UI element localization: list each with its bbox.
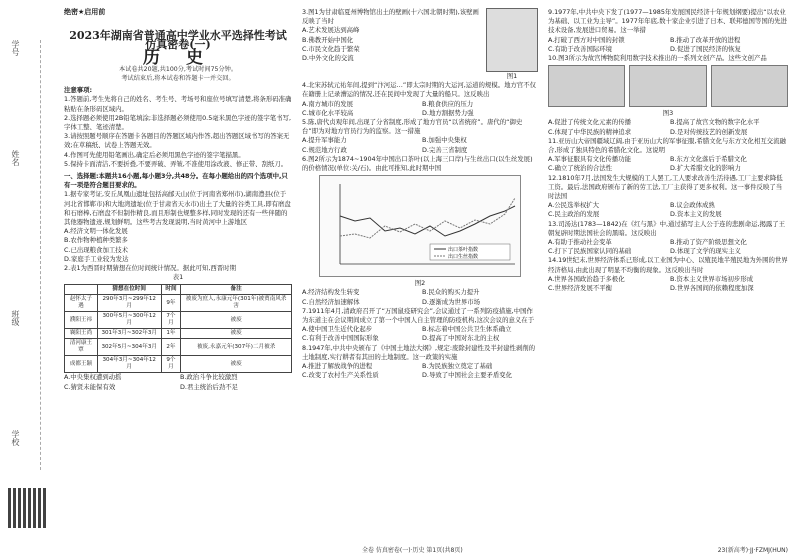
class-label: 班级 <box>11 310 20 326</box>
figure-3-caption: 图3 <box>662 109 674 118</box>
q12-option-a[interactable]: A.公民选举权扩大 <box>548 201 600 210</box>
table-cell: 290年3月~299年12月 <box>97 295 161 312</box>
table-row <box>65 295 292 312</box>
table-cell: 1年 <box>161 329 181 339</box>
table-cell: 301年3月~302年3月 <box>97 329 161 339</box>
figure-2-caption: 图2 <box>414 279 426 288</box>
table-row <box>65 339 292 356</box>
q6-option-d[interactable]: D.逐渐成为世界市场 <box>422 297 481 306</box>
q14-option-b[interactable]: B.资本主义世界市场初步形成 <box>670 274 754 283</box>
q3-option-c[interactable]: C.市民文化趋于繁荣 <box>302 44 360 53</box>
q1-option-d[interactable]: D.家庭手工业较为发达 <box>64 254 129 263</box>
table-row <box>65 329 292 339</box>
q2-option-c[interactable]: C.猜贤未能保有效 <box>64 382 116 391</box>
q2-option-b[interactable]: B.政治斗争比较激烈 <box>180 373 238 382</box>
q3-stem: 3.图1为甘肃临夏州博物馆出土的壁画(十六国北朝时期),该壁画反映了当时 <box>302 8 479 26</box>
page-footer <box>62 545 788 555</box>
cultural-product-image <box>629 65 706 107</box>
note-4: 4.作图可先使用铅笔画出,确定后必须用黑色字迹的签字笔描黑。 <box>64 150 245 159</box>
q1-stem: 1.据专家考证,安丘凤凰山遗址包括高邮天山(位于河南省郑州市),湖南澧县(位于河北省邯郸市)和大地湾遗址(位于甘肃省天水市)出土了大量的谷类工具,即有磨盘和石磨棒,石磨盘不但制作精良,而且形制也规整多样,同时发现的还有一些伴随的其他器物遗迹,规划鲜明。这些考古发现说明,当时黄河中上游地区 <box>64 190 291 227</box>
q4-option-b[interactable]: B.粮食供应的压力 <box>422 99 474 108</box>
q12-stem: 12.1810年7月,法国发生大规模的工人罢工,工人要求改善生活待遇,工厂主要求降低工资。最后,法国政府颁布了新的劳工法,工厂主获得了更多权利。这一事件反映了当时法国 <box>548 173 783 201</box>
silk-export-line <box>340 198 515 238</box>
exam-info-1: 本试卷共20题,共100分,考试时间75分钟。 <box>118 65 238 73</box>
q12-option-b[interactable]: B.议会政体成熟 <box>670 201 715 210</box>
q1-option-c[interactable]: C.已出现粮食加工技术 <box>64 245 129 254</box>
table-cell: 被废,永嘉元年(307年)二月被杀 <box>181 339 292 356</box>
q4-option-c[interactable]: C.城市化水平较高 <box>302 108 354 117</box>
table-1-caption: 表1 <box>172 273 184 282</box>
q11-stem: 11.亚历山大帝国疆域辽阔,由于亚历山大的军事征服,希腊文化与东方文化相互交流融合,形成了独具特色的希腊化文化。这说明 <box>548 136 786 155</box>
q11-option-d[interactable]: D.扩大希腊文化的影响力 <box>670 164 741 173</box>
q10-option-a[interactable]: A.促进了传统文化元素的传播 <box>548 118 631 127</box>
exam-title: 2023年湖南省普通高中学业水平选择性考试仿真密卷(一) <box>69 29 287 52</box>
table-cell: 被废 <box>181 312 292 329</box>
q6-option-b[interactable]: B.民众的购买力提升 <box>422 288 480 297</box>
q4-option-d[interactable]: D.地方割据势力强 <box>422 108 474 117</box>
q6-stem: 6.图2所示为1874~1904年中国出口茶叶(以上海三口岸)与生丝出口(以生丝发展)的价格情况(单位:关/石)。由此可推知,此时期中国 <box>302 154 533 173</box>
q13-option-a[interactable]: A.有助于推动社会变革 <box>548 238 612 247</box>
table-cell: 襄阳王尚 <box>65 329 98 339</box>
figure-2-chart <box>319 175 521 277</box>
q13-option-c[interactable]: C.打下了民族国家认同的基础 <box>548 247 632 256</box>
q9-options <box>548 36 788 54</box>
table-header: 猜想在位时间 <box>97 285 161 295</box>
q4-stem: 4.北宋苏轼元祐年间,提到“汴河运…”即太宗时期的大运河,运道的规模。地方官不仅在籍册上记录漕运的情况,还在民间中发现了大量的船只。这反映出 <box>302 81 537 99</box>
q9-option-a[interactable]: A.打破了西方对中国的封锁 <box>548 35 625 44</box>
table-cell: 被废 <box>181 329 292 339</box>
q8-option-c[interactable]: C.改变了农村生产关系性质 <box>302 371 379 380</box>
note-3: 3.请按照题号顺序在答题卡各题目的答题区域内作答,超出答题区域书写的答案无效;在草稿纸、试卷上答题无效。 <box>64 132 290 150</box>
q10-options <box>548 118 788 136</box>
q10-option-b[interactable]: B.提高了故宫文物的数字化水平 <box>670 118 760 127</box>
column-2 <box>302 8 538 380</box>
note-5: 5.保持卡面清洁,不要折叠,不要弄破、弄皱,不准使用涂改液、修正带、刮纸刀。 <box>64 159 288 168</box>
q14-option-a[interactable]: A.世界各国政治趋于多极化 <box>548 274 625 283</box>
q8-option-a[interactable]: A.推进了解放战争的进程 <box>302 362 373 371</box>
q9-option-d[interactable]: D.促进了国民经济的恢复 <box>670 44 741 53</box>
school-label: 学校 <box>11 430 20 446</box>
table-cell: 被废 <box>181 356 292 373</box>
legend-tea-label: 出口茶叶指数 <box>448 247 479 254</box>
q5-option-b[interactable]: B.加强中央集权 <box>422 136 467 145</box>
q5-options <box>302 136 538 154</box>
q11-option-c[interactable]: C.确立了统治的合法性 <box>548 164 613 173</box>
table-row <box>65 356 292 373</box>
figure-1-caption: 图1 <box>506 72 518 80</box>
q2-options <box>64 373 292 391</box>
name-label: 姓名 <box>11 150 20 166</box>
figure-3-images <box>548 65 788 107</box>
q5-option-d[interactable]: D.完善三省制度 <box>422 145 468 154</box>
q8-options <box>302 362 538 380</box>
q9-stem: 9.1977年,中共中央下发了(1977—1985年发展国民经济十年规划纲要)提出“以农业为基础、以工业为主导”。1977年年底,数十家企业引进了日本、联邦德国等国的先进技术设备,发展进口贸易。这一举措 <box>548 8 787 35</box>
q2-stem: 2.表1为西晋时期猜想在位时间统计情况。据此可知,西晋时期 <box>64 264 236 273</box>
q3-option-a[interactable]: A.艺术发展达到高峰 <box>302 26 360 35</box>
table-cell: 濮阳王祎 <box>65 312 98 329</box>
subject-title: 历 史 <box>143 47 213 68</box>
table-cell: 9个月 <box>161 356 181 373</box>
section-1-heading: 一、选择题:本题共16小题,每小题3分,共48分。在每小题给出的四个选项中,只有一项是符合题目要求的。 <box>64 172 288 190</box>
q10-option-d[interactable]: D.是对传统技艺的创新发展 <box>670 127 748 136</box>
table-cell: 被废为庶人,永康元年(301年)被贾南风杀害 <box>181 295 292 312</box>
binding-margin <box>0 0 62 559</box>
figure-1-image <box>486 8 538 72</box>
q12-option-d[interactable]: D.资本主义的发展 <box>670 210 722 219</box>
q1-option-b[interactable]: B.农作物种植种类繁多 <box>64 236 128 245</box>
q14-options <box>548 275 788 293</box>
q5-stem: 5.陈,唐代贞观年间,出现了分省制度,形成了地方官员“以省统府”。唐代的“御史台”即为对地方官员行为的监察。这一措施 <box>302 118 523 136</box>
q14-stem: 14.19世纪末,世界经济体系已形成,以工业国为中心、以殖民地半殖民地为外围的世界经济格局,由此出现了明显不均衡的现象。这反映出当时 <box>548 256 788 274</box>
q7-options <box>302 325 538 343</box>
table-cell: 2年 <box>161 339 181 356</box>
q7-stem: 7.1911年4月,清政府召开了“万国鼠疫研究会”,会议通过了一系列防疫措施,中国作为东道主在会议期间成立了第一个中国人自主管理的防疫机构,这次会议的意义在于 <box>302 306 535 325</box>
table-cell: 清河康王覃 <box>65 339 98 356</box>
q7-option-b[interactable]: B.标志着中国公共卫生体系确立 <box>422 325 512 334</box>
note-2: 2.选择题必须使用2B铅笔填涂;非选择题必须使用0.5毫米黑色字迹的签字笔书写,字体工整、笔迹清楚。 <box>64 113 292 132</box>
q3-option-d[interactable]: D.中外文化的交流 <box>302 54 354 63</box>
qr-code-icon <box>8 488 48 528</box>
table-cell: 302年5月~304年3月 <box>97 339 161 356</box>
table-cell: 300年5月~300年12月 <box>97 312 161 329</box>
notes-heading: 注意事项: <box>64 86 93 95</box>
table-header: 备注 <box>181 285 292 295</box>
table-cell: 赵怀太子遇 <box>65 295 98 312</box>
q9-option-c[interactable]: C.有助于改善国际环境 <box>548 44 613 53</box>
confidential-tag: 绝密★启用前 <box>64 8 106 16</box>
q10-stem: 10.图3所示为故宫博物院利用数字技术推出的一系列文创产品。这些文创产品 <box>548 54 767 63</box>
q10-option-c[interactable]: C.体现了中华民族的精神追求 <box>548 127 632 136</box>
footer-code: 23(新高考)·JJ·FZMJ(HUN) <box>717 547 788 554</box>
q13-option-d[interactable]: D.体现了文学的现实主义 <box>670 247 741 256</box>
q12-options <box>548 201 788 219</box>
q2-option-d[interactable]: D.君主统治后劲不足 <box>180 382 239 391</box>
exam-info-2: 考试结束后,将本试卷和答题卡一并交回。 <box>121 75 235 83</box>
q14-option-c[interactable]: C.世界经济发展不平衡 <box>548 284 613 293</box>
q11-option-b[interactable]: B.东方文化落后于希腊文化 <box>670 155 747 164</box>
cultural-product-image <box>548 65 625 107</box>
q8-option-d[interactable]: D.导致了中国社会主要矛盾变化 <box>422 371 513 380</box>
q4-options <box>302 100 538 118</box>
q13-option-b[interactable]: B.推动了资产阶级思想文化 <box>670 238 747 247</box>
table-cell: 304年3月~304年12月 <box>97 356 161 373</box>
legend-silk-label: 出口生丝指数 <box>448 254 479 261</box>
binding-line <box>40 40 41 470</box>
q14-option-d[interactable]: D.世界各国间的依赖程度加深 <box>670 284 754 293</box>
table-row <box>65 312 292 329</box>
q11-option-a[interactable]: A.军事征服具有文化传播功能 <box>548 155 631 164</box>
q2-option-a[interactable]: A.中央集权遭到动摇 <box>64 373 122 382</box>
column-3 <box>548 8 788 293</box>
q7-option-a[interactable]: A.使中国卫生近代化起步 <box>302 325 373 334</box>
table-header: 时间 <box>161 285 181 295</box>
q1-option-a[interactable]: A.经济文明一体化发展 <box>64 227 128 236</box>
q13-stem: 13.司汤达(1783—1842)在《红与黑》中,通过描写主人公于连的悲剧命运,揭露了王朝复辟时期法国社会的黑暗。这反映出 <box>548 219 786 237</box>
column-1 <box>64 8 292 392</box>
tea-export-line <box>340 206 515 236</box>
q7-option-d[interactable]: D.提高了中国对东北的主权 <box>422 334 500 343</box>
cultural-product-image <box>711 65 788 107</box>
table-header <box>65 285 98 295</box>
note-1: 1.答题前,考生先将自己的姓名、考生号、考场号和座位号填写清楚,将条形码准确粘贴在条形码区域内。 <box>64 95 292 113</box>
q5-option-c[interactable]: C.规范地方行政 <box>302 145 347 154</box>
q7-option-c[interactable]: C.有利于改善中国国际形象 <box>302 334 379 343</box>
footer-page-info: 全卷 仿真密卷(一)·历史 第1页(共8页) <box>362 547 463 554</box>
q3-option-b[interactable]: B.佛教开始中国化 <box>302 35 354 44</box>
q6-options <box>302 288 538 306</box>
q12-option-c[interactable]: C.民主政治的发展 <box>548 210 600 219</box>
q13-options <box>548 238 788 256</box>
q9-option-b[interactable]: B.推动了改革开放的进程 <box>670 35 741 44</box>
table-cell: 成都王颖 <box>65 356 98 373</box>
q8-stem: 8.1947年,中共中央颁布了《中国土地法大纲》,规定:废除封建性及半封建性剥削的土地制度,实行耕者有其田的土地制度。这一政策的实施 <box>302 343 536 361</box>
q4-option-a[interactable]: A.南方城市的发展 <box>302 99 354 108</box>
table-cell: 7个月 <box>161 312 181 329</box>
table-cell: 9年 <box>161 295 181 312</box>
q1-options <box>64 227 292 264</box>
q6-option-a[interactable]: A.经济结构发生转变 <box>302 288 360 297</box>
q5-option-a[interactable]: A.提升军事能力 <box>302 136 347 145</box>
table-1 <box>64 284 292 373</box>
student-id-label: 学号 <box>11 40 20 56</box>
q8-option-b[interactable]: B.为民族独立奠定了基础 <box>422 362 493 371</box>
q11-options <box>548 155 788 173</box>
q6-option-c[interactable]: C.自然经济加速解体 <box>302 297 360 306</box>
